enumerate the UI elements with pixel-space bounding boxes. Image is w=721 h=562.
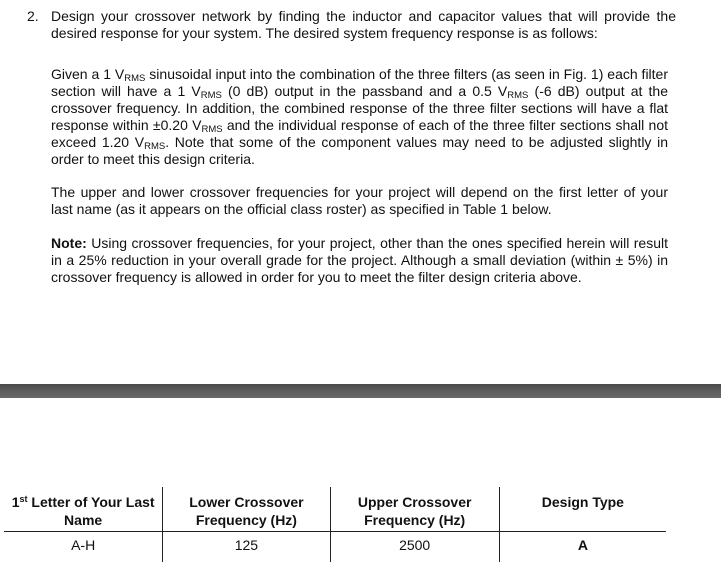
para1-text-b: sinusoidal input into the combination of the three filters (as seen in Fig. 1) each filter section will have a 1 V	[51, 66, 668, 99]
note-text: Using crossover frequencies, for your project, other than the ones specified herein will result in a 25% reduction in your overall grade for the project. Although a small deviation (within ± 5%) in crossover frequency is allowed in order for you to meet the filter design criteria above.	[51, 235, 668, 285]
page-separator	[0, 384, 721, 398]
rms-subscript: RMS	[507, 90, 528, 101]
rms-subscript: RMS	[144, 141, 165, 152]
para1-text-a: Given a 1 V	[51, 66, 124, 82]
cell-lower: 125	[163, 532, 330, 562]
rms-subscript: RMS	[201, 124, 222, 135]
header-upper-crossover: Upper Crossover Frequency (Hz)	[330, 487, 499, 532]
header-letter-superscript: st	[19, 494, 27, 504]
question-intro: Design your crossover network by finding the inductor and capacitor values that will provide the desired response for your system. The desired system frequency response is as follows:	[51, 8, 676, 42]
para1-text-c: (0 dB) output in the passband and a 0.5 V	[222, 83, 507, 99]
para1-text-e: and the individual response of each of the three filter sections shall not exceed 1.20 V	[51, 117, 668, 150]
question-number: 2.	[27, 8, 39, 25]
table-header-row	[4, 487, 666, 532]
para1-text-f: . Note that some of the component values may need to be adjusted slightly in order to meet this design criteria.	[51, 134, 668, 167]
cell-type: A	[499, 532, 666, 562]
header-letter-rest: Letter of Your Last Name	[28, 494, 155, 528]
note-paragraph	[51, 235, 668, 286]
rms-subscript: RMS	[124, 73, 145, 84]
note-label: Note:	[51, 235, 87, 251]
cell-upper: 2500	[330, 532, 499, 562]
crossover-table	[4, 487, 666, 562]
para1-text-d: (-6 dB) output at the crossover frequency. In addition, the combined response of the three filter sections will have a flat response within ±0.20 V	[51, 83, 668, 133]
crossover-frequency-paragraph: The upper and lower crossover frequencies for your project will depend on the first letter of your last name (as it appears on the official class roster) as specified in Table 1 below.	[51, 184, 668, 218]
header-lower-crossover: Lower Crossover Frequency (Hz)	[163, 487, 330, 532]
header-first-letter	[4, 487, 163, 532]
design-requirements-paragraph	[51, 66, 668, 167]
header-design-type: Design Type	[499, 487, 666, 532]
rms-subscript: RMS	[201, 90, 222, 101]
document-page-bottom	[0, 398, 721, 554]
cell-letter: A-H	[4, 532, 163, 562]
header-letter-prefix: 1	[12, 494, 20, 510]
table-row	[4, 532, 666, 562]
